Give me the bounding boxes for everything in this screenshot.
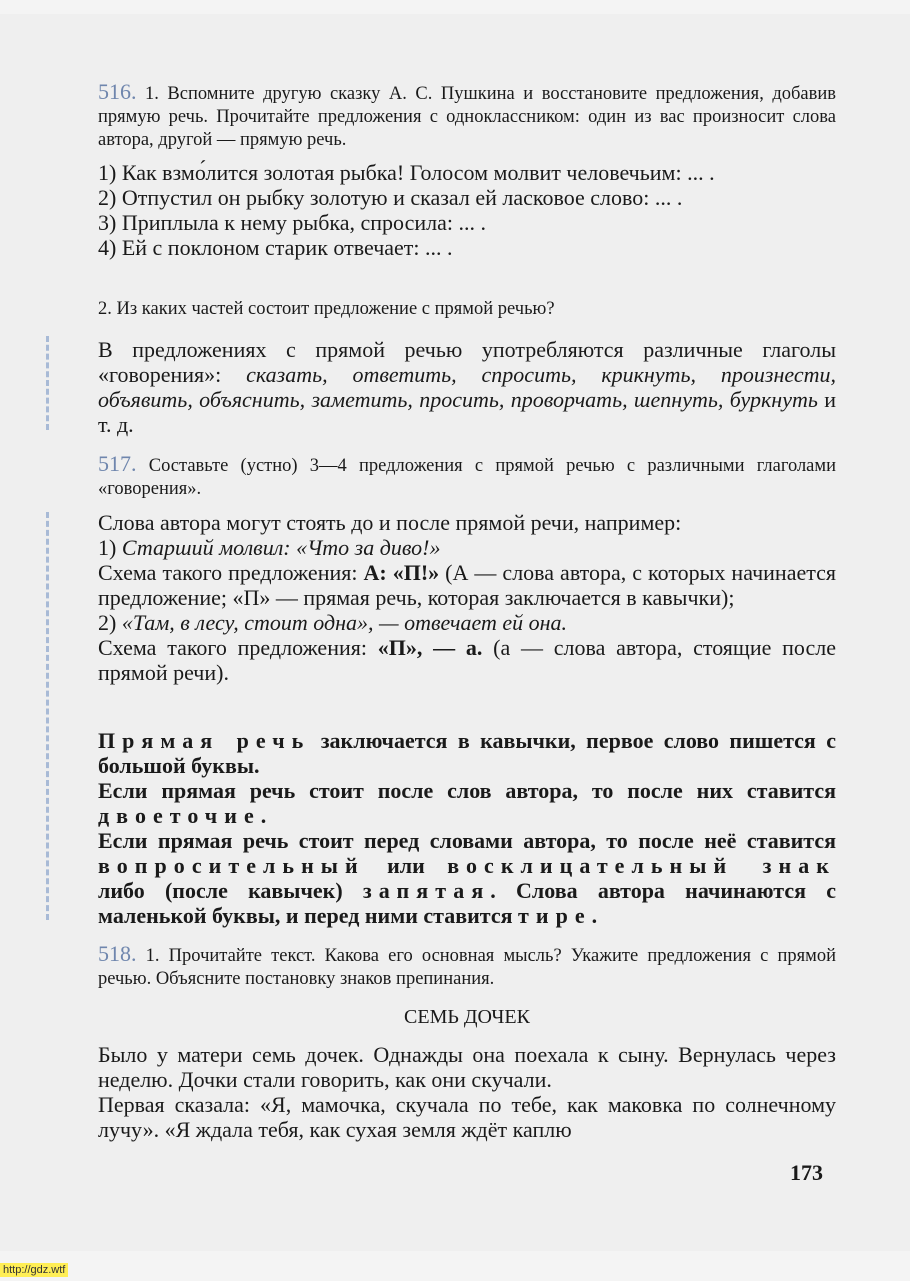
exercise-number: 518. <box>98 941 137 966</box>
rule-text: (а — слова автора, стоящие после прямой речи). <box>98 635 836 685</box>
example-number: 2) <box>98 610 122 635</box>
spaced-term: запятая <box>362 878 491 903</box>
rule-text: Схема такого предложения: <box>98 635 378 660</box>
task-text: Составьте (устно) 3—4 предложения с прямой речью с различными глаголами «говорения». <box>98 456 836 499</box>
rule-margin-bar <box>46 512 49 920</box>
rule-text: Если прямая речь стоит перед словами автора, то после неё ставится <box>98 828 836 853</box>
punct: . <box>591 903 598 928</box>
spaced-term: тире <box>518 903 592 928</box>
rule-text: либо (после кавычек) <box>98 878 363 903</box>
exercise-516-items <box>98 160 836 260</box>
exercise-516-task2 <box>98 298 836 321</box>
rule-text: заключается в кавычки, первое слово пишется с большой буквы. <box>98 728 836 778</box>
rule-punctuation <box>98 728 836 928</box>
list-item: 1) Как взмо́лится золотая рыбка! Голосом молвит человечьим: ... . <box>98 160 715 185</box>
scheme: А: «П!» <box>363 560 440 585</box>
rule-verbs-of-speech <box>98 337 836 437</box>
rule-margin-bar <box>46 336 49 430</box>
exercise-518-task <box>98 942 836 991</box>
footer-link[interactable]: http://gdz.wtf <box>0 1263 68 1277</box>
rule-text: или <box>364 853 448 878</box>
punct: . <box>260 803 267 828</box>
rule-text: . Слова автора начинаются с маленькой буквы, и перед ними ставится <box>98 878 836 928</box>
rule-text: Слова автора могут стоять до и после прямой речи, например: <box>98 510 682 535</box>
rule-text: В предложениях с прямой речью употребляются различные глаголы «говорения»: <box>98 337 836 387</box>
verb-examples: сказать, ответить, спросить, крикнуть, произнести, объявить, объяснить, заметить, просить, проворчать, шепнуть, буркнуть <box>98 362 836 412</box>
rule-text: Схема такого предложения: <box>98 560 364 585</box>
rule-author-words <box>98 510 836 685</box>
task-text: 1. Прочитайте текст. Какова его основная мысль? Укажите предложения с прямой речью. Объясните постановку знаков препинания. <box>98 946 836 989</box>
exercise-516-task <box>98 80 836 152</box>
page-number: 173 <box>790 1160 823 1185</box>
rule-text: (А — слова автора, с которых начинается предложение; «П» — прямая речь, которая заключается в кавычки); <box>98 560 836 610</box>
exercise-number: 517. <box>98 451 137 476</box>
list-item: 3) Приплыла к нему рыбка, спросила: ... . <box>98 210 486 235</box>
spaced-term: Прямая речь <box>98 728 311 753</box>
paragraph: Было у матери семь дочек. Однажды она поехала к сыну. Вернулась через неделю. Дочки стали говорить, как они скучали. <box>98 1042 836 1092</box>
exercise-number: 516. <box>98 79 137 104</box>
list-item: 4) Ей с поклоном старик отвечает: ... . <box>98 235 453 260</box>
exercise-517-task <box>98 452 836 501</box>
task-text: 2. Из каких частей состоит предложение с прямой речью? <box>98 299 555 319</box>
spaced-term: вопросительный <box>98 853 365 878</box>
rule-text: Если прямая речь стоит после слов автора, то после них ставится <box>98 778 836 803</box>
rule-text: и т. д. <box>98 387 836 437</box>
scheme: «П», — а. <box>377 635 483 660</box>
example-sentence: Старший молвил: «Что за диво!» <box>121 535 441 560</box>
paragraph: Первая сказала: «Я, мамочка, скучала по тебе, как маковка по солнечному лучу». «Я ждала тебя, как сухая земля ждёт каплю <box>98 1092 836 1142</box>
list-item: 2) Отпустил он рыбку золотую и сказал ей ласковое слово: ... . <box>98 185 683 210</box>
task-text: 1. Вспомните другую сказку А. С. Пушкина и восстановите предложения, добавив прямую речь. Прочитайте предложения с одноклассником: один из вас произносит слова автора, другой — прямую речь. <box>98 84 836 150</box>
example-number: 1) <box>98 535 122 560</box>
spaced-term: восклицательный знак <box>447 853 836 878</box>
example-sentence: «Там, в лесу, стоит одна», — отвечает ей она. <box>121 610 568 635</box>
spaced-term: двоеточие <box>98 803 261 828</box>
text-title: СЕМЬ ДОЧЕК <box>404 1006 530 1028</box>
story-text <box>98 1042 836 1142</box>
